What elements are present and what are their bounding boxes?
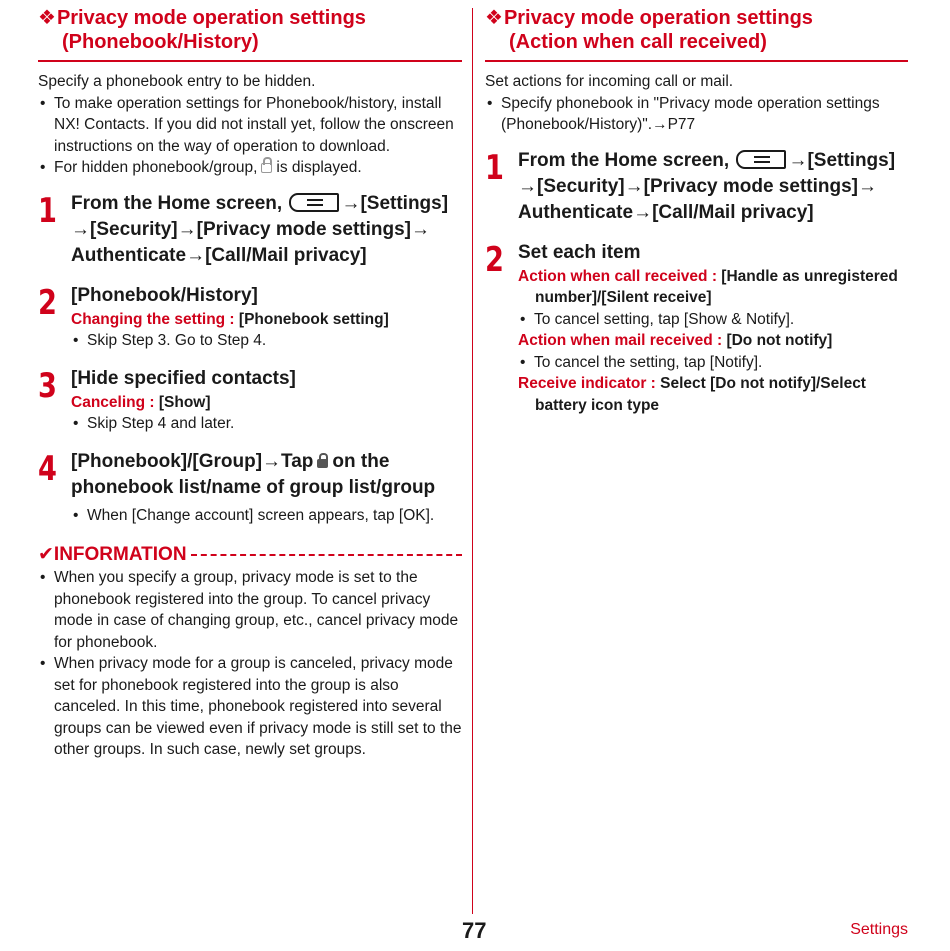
step-title: Set each item bbox=[518, 241, 641, 263]
column-divider bbox=[472, 8, 473, 914]
step-option: Canceling : [Show] bbox=[71, 393, 211, 411]
step-number: 2 bbox=[485, 239, 504, 280]
step-2 bbox=[485, 240, 908, 417]
step-title: [Phonebook/History] bbox=[71, 284, 258, 306]
heading-line-1: Privacy mode operation settings bbox=[503, 7, 813, 29]
step-1 bbox=[485, 148, 908, 226]
left-column bbox=[38, 6, 462, 761]
page-number: 77 bbox=[462, 918, 487, 943]
heading-line-1: Privacy mode operation settings bbox=[56, 7, 366, 29]
menu-key-icon bbox=[289, 193, 339, 212]
bullet-item: • To cancel setting, tap [Show & Notify]. bbox=[518, 309, 908, 331]
diamond-bullet-icon: ❖ bbox=[38, 7, 56, 29]
information-heading: ✔INFORMATION bbox=[38, 543, 462, 567]
lock-outline-icon bbox=[261, 163, 272, 173]
step-title: From the Home screen, →[Settings] →[Security]→[Privacy mode settings]→ Authenticate→[Call/Mail privacy] bbox=[71, 192, 449, 266]
step-2 bbox=[38, 283, 462, 352]
menu-key-icon bbox=[736, 150, 786, 169]
section-heading-action-call bbox=[485, 6, 908, 62]
dashed-rule bbox=[191, 554, 462, 556]
intro-text: Set actions for incoming call or mail. bbox=[485, 73, 734, 90]
step-option: Changing the setting : [Phonebook setting] bbox=[71, 310, 389, 328]
bullet-item: • When [Change account] screen appears, tap [OK]. bbox=[71, 505, 462, 527]
step-1 bbox=[38, 191, 462, 269]
step-option: Action when call received : [Handle as unregistered number]/[Silent receive] bbox=[518, 267, 898, 306]
step-number: 4 bbox=[38, 448, 57, 489]
bullet-item: • To make operation settings for Phonebook/history, install NX! Contacts. If you did not install yet, follow the onscreen instructions on the way of operation to download. bbox=[38, 93, 462, 158]
step-number: 3 bbox=[38, 365, 57, 406]
bullet-item: • Specify phonebook in "Privacy mode operation settings (Phonebook/History)".→P77 bbox=[485, 93, 908, 136]
info-bullet: • When privacy mode for a group is canceled, privacy mode set for phonebook registered into the group is also canceled. In this time, phonebook registered into several groups can be viewed even if privacy mode is still set to the other groups. In such case, newly set groups. bbox=[38, 653, 462, 761]
step-title: [Phonebook]/[Group]→Tap on the phonebook list/name of group list/group bbox=[71, 450, 436, 498]
step-title: From the Home screen, →[Settings] →[Security]→[Privacy mode settings]→ Authenticate→[Call/Mail privacy] bbox=[518, 149, 896, 223]
section-heading-phonebook-history bbox=[38, 6, 462, 62]
bullet-item: • Skip Step 4 and later. bbox=[71, 413, 462, 435]
heading-line-2: (Phonebook/History) bbox=[62, 31, 259, 53]
info-bullet: • When you specify a group, privacy mode is set to the phonebook registered into the group. To cancel privacy mode in case of changing group, etc., cancel privacy mode for phonebook. bbox=[38, 567, 462, 653]
lock-icon bbox=[317, 459, 328, 468]
step-number: 1 bbox=[38, 190, 57, 231]
footer-section-label: Settings bbox=[850, 921, 908, 938]
bullet-item: • Skip Step 3. Go to Step 4. bbox=[71, 330, 462, 352]
step-option: Action when mail received : [Do not notify] bbox=[518, 332, 833, 349]
bullet-item-hidden-note: • For hidden phonebook/group, is displayed. bbox=[38, 157, 462, 179]
step-option: Receive indicator : Select [Do not notify]/Select battery icon type bbox=[518, 375, 866, 414]
step-3 bbox=[38, 366, 462, 435]
step-title: [Hide specified contacts] bbox=[71, 367, 296, 389]
heading-line-2: (Action when call received) bbox=[509, 31, 767, 53]
diamond-bullet-icon: ❖ bbox=[485, 7, 503, 29]
step-number: 2 bbox=[38, 282, 57, 323]
right-column bbox=[485, 6, 908, 416]
bullet-item: • To cancel the setting, tap [Notify]. bbox=[518, 352, 908, 374]
intro-text: Specify a phonebook entry to be hidden. bbox=[38, 73, 316, 90]
step-4 bbox=[38, 449, 462, 527]
step-number: 1 bbox=[485, 147, 504, 188]
